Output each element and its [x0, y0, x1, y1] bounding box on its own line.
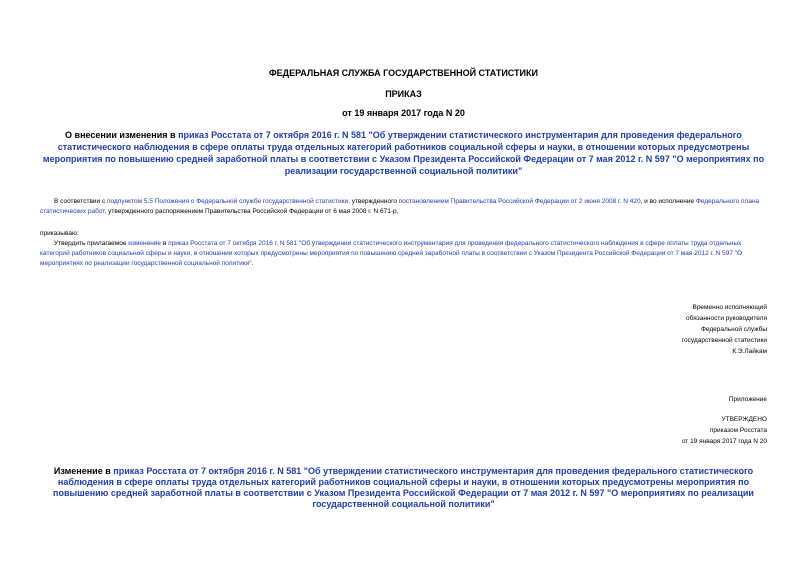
amendment-title-prefix: Изменение в: [53, 466, 114, 476]
signatory-name: К.Э.Лайкам: [732, 348, 767, 355]
amendment-link[interactable]: изменение: [128, 240, 162, 247]
doc-type-heading: ПРИКАЗ: [385, 89, 422, 99]
regulation-clause-link[interactable]: подпунктом 5.5 Положения о Федеральной службе государственной статистики: [107, 198, 349, 205]
order-word: приказываю:: [40, 230, 79, 237]
order-paragraph: Утвердить прилагаемое изменение в приказ Росстата от 7 октября 2016 г. N 581 "Об утверждении статистического инструментария для проведения федерального статистического наблюдения в сфере оплаты труда отдельных категорий работников социальной сферы и науки, в отношении которых предусмотрены мероприятия по повышению средней заработной платы в соответствии с Указом Президента Российской Федерации от 7 мая 2012 г. N 597 "О мероприятиях по реализации государственной социальной политики".: [40, 240, 743, 267]
signature-block: Временно исполняющий обязанности руководителя Федеральной службы государственной статистики К.Э.Лайкам: [681, 304, 767, 355]
government-decree-link[interactable]: постановлением Правительства Российской Федерации от 2 июня 2008 г. N 420: [398, 198, 641, 205]
doc-date-heading: от 19 января 2017 года N 20: [342, 108, 465, 118]
order-581-link[interactable]: приказ Росстата от 7 октября 2016 г. N 581 "Об утверждении статистического инструментария для проведения федерального статистического наблюдения в сфере оплаты труда отдельных категорий работников социальной сферы и науки, в отношении которых предусмотрены мероприятия по повышению средней заработной платы в соответствии с Указом Президента Российской Федерации от 7 мая 2012 г. N 597 "О мероприятиях по реализации государственной социальной политики": [40, 240, 743, 267]
agency-heading: ФЕДЕРАЛЬНАЯ СЛУЖБА ГОСУДАРСТВЕННОЙ СТАТИСТИКИ: [269, 68, 538, 78]
statistical-plan-link[interactable]: Федерального плана статистических работ: [40, 198, 760, 215]
amendment-title: [40, 466, 767, 510]
document-title: [40, 129, 767, 177]
preamble-paragraph: В соответствии с подпунктом 5.5 Положения о Федеральной службе государственной статистики, утвержденного постановлением Правительства Российской Федерации от 2 июня 2008 г. N 420, и во исполнение Федерального плана статистических работ, утвержденного распоряжением Правительства Российской Федерации от 6 мая 2008 г. N 671-р,: [40, 198, 760, 215]
appendix-label: Приложение: [728, 396, 767, 403]
amendment-order-link[interactable]: приказ Росстата от 7 октября 2016 г. N 581 "Об утверждении статистического инструментария для проведения федерального статистического наблюдения в сфере оплаты труда отдельных категорий работников социальной сферы и науки, в отношении которых предусмотрены мероприятия по повышению средней заработной платы в соответствии с Указом Президента Российской Федерации от 7 мая 2012 г. N 597 "О мероприятиях по реализации государственной социальной политики": [53, 466, 754, 509]
approval-block: УТВЕРЖДЕНО приказом Росстата от 19 января 2017 года N 20: [681, 416, 767, 445]
title-prefix: О внесении изменения в: [65, 130, 179, 140]
title-order-link[interactable]: приказ Росстата от 7 октября 2016 г. N 581 "Об утверждении статистического инструментария для проведения федерального статистического наблюдения в сфере оплаты труда отдельных категорий работников социальной сферы и науки, в отношении которых предусмотрены мероприятия по повышению средней заработной платы в соответствии с Указом Президента Российской Федерации от 7 мая 2012 г. N 597 "О мероприятиях по реализации государственной социальной политики": [42, 130, 765, 176]
